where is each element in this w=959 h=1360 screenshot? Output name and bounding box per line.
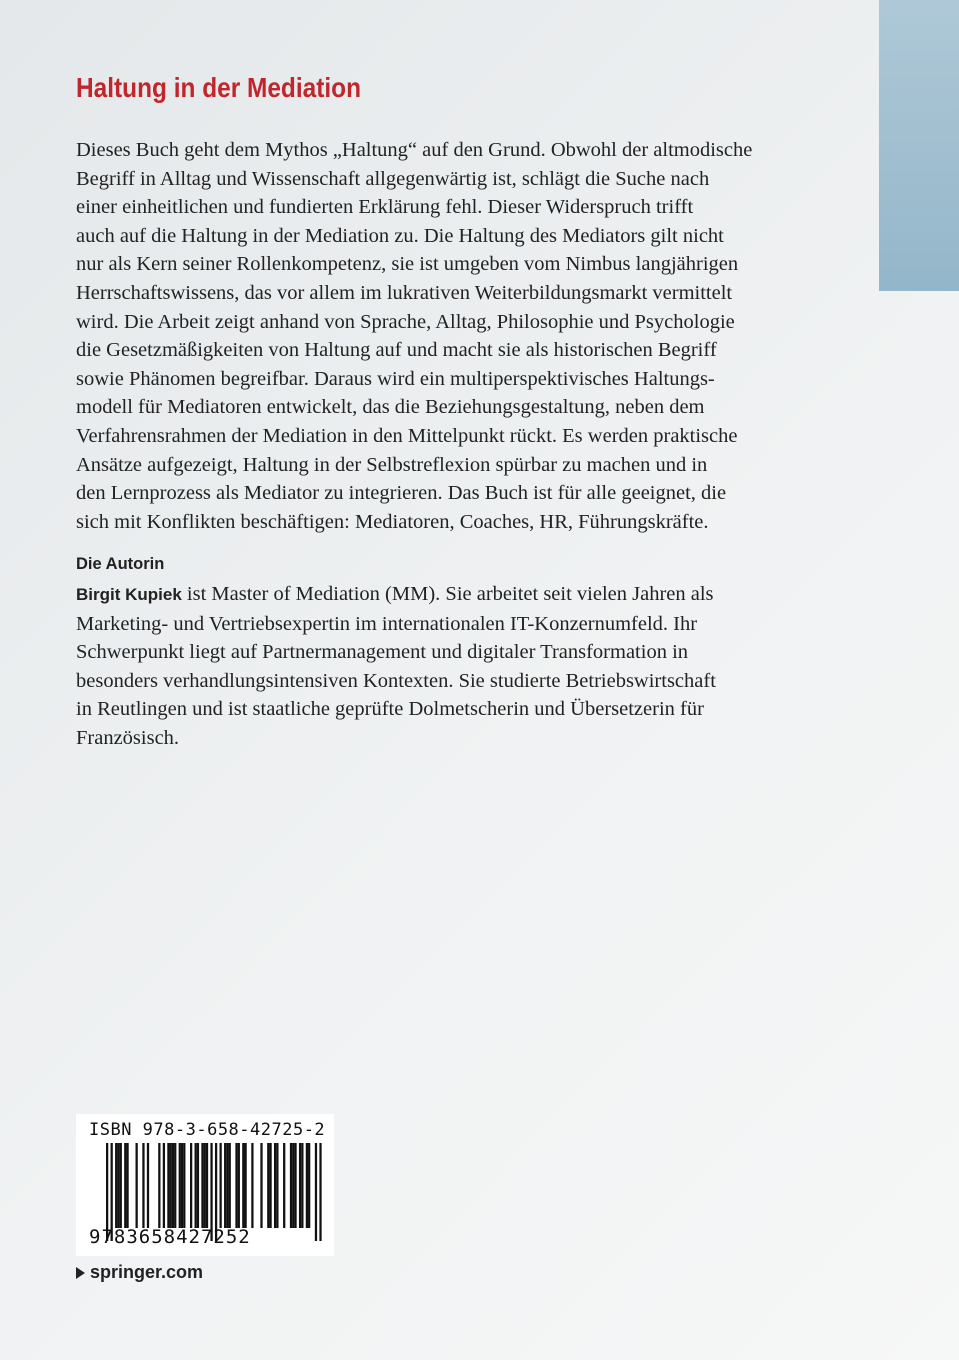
barcode-bar bbox=[226, 1143, 228, 1228]
barcode-bar bbox=[124, 1143, 126, 1228]
barcode-bar bbox=[229, 1143, 231, 1228]
description-line: Begriff in Alltag und Wissenschaft allgegenwärtig ist, schlägt die Suche nach bbox=[76, 167, 710, 190]
barcode-bar bbox=[183, 1143, 185, 1228]
author-bio-line: besonders verhandlungsintensiven Kontexten. Sie studierte Betriebswirtschaft bbox=[76, 669, 716, 692]
barcode-bar bbox=[179, 1143, 181, 1228]
barcode-bar bbox=[204, 1143, 206, 1228]
barcode-bar bbox=[235, 1143, 237, 1228]
barcode-bar bbox=[201, 1143, 203, 1228]
barcode-bar bbox=[251, 1143, 253, 1228]
description-line: die Gesetzmäßigkeiten von Haltung auf und macht sie als historischen Begriff bbox=[76, 339, 717, 362]
author-name: Birgit Kupiek bbox=[76, 585, 182, 604]
barcode-bar bbox=[220, 1143, 222, 1228]
description-line: sowie Phänomen begreifbar. Daraus wird ein multiperspektivisches Haltungs- bbox=[76, 367, 715, 390]
barcode-bar bbox=[147, 1143, 149, 1228]
barcode-bar bbox=[319, 1143, 321, 1241]
barcode-bar bbox=[290, 1143, 292, 1228]
description-line: Ansätze aufgezeigt, Haltung in der Selbstreflexion spürbar zu machen und in bbox=[76, 453, 708, 476]
description-line: Dieses Buch geht dem Mythos „Haltung“ auf den Grund. Obwohl der altmodische bbox=[76, 139, 753, 161]
barcode-bar bbox=[167, 1143, 169, 1228]
barcode-bar bbox=[126, 1143, 128, 1228]
barcode-bar bbox=[136, 1143, 138, 1228]
author-bio-line: Marketing- und Vertriebsexpertin im internationalen IT-Konzernumfeld. Ihr bbox=[76, 612, 698, 635]
barcode-bar bbox=[181, 1143, 183, 1228]
barcode-bar bbox=[224, 1143, 226, 1228]
publisher-label: springer.com bbox=[90, 1262, 204, 1282]
barcode-bar bbox=[244, 1143, 246, 1228]
barcode-bar bbox=[299, 1143, 301, 1228]
description-line: Verfahrensrahmen der Mediation in den Mittelpunkt rückt. Es werden praktische bbox=[76, 424, 738, 447]
barcode-bar bbox=[294, 1143, 296, 1228]
barcode-bar bbox=[269, 1143, 271, 1228]
isbn-barcode bbox=[76, 1114, 334, 1256]
barcode-bar bbox=[172, 1143, 174, 1228]
isbn-label: ISBN 978-3-658-42725-2 bbox=[89, 1120, 326, 1140]
barcode-bar bbox=[242, 1143, 244, 1228]
book-description bbox=[76, 136, 788, 536]
side-color-tab bbox=[879, 0, 959, 291]
description-line: Herrschaftswissens, das vor allem im lukrativen Weiterbildungsmarkt vermittelt bbox=[76, 281, 733, 304]
book-title: Haltung in der Mediation bbox=[76, 72, 361, 103]
description-line: wird. Die Arbeit zeigt anhand von Sprache, Alltag, Philosophie und Psychologie bbox=[76, 310, 735, 333]
barcode-bar bbox=[283, 1143, 285, 1228]
barcode-bar bbox=[120, 1143, 122, 1228]
barcode-bar bbox=[274, 1143, 276, 1228]
barcode-bar bbox=[238, 1143, 240, 1228]
barcode-bar bbox=[197, 1143, 199, 1228]
barcode-bar bbox=[206, 1143, 208, 1228]
barcode-bar bbox=[190, 1143, 192, 1228]
author-bio-line: in Reutlingen und ist staatliche geprüfte Dolmetscherin und Übersetzerin für bbox=[76, 698, 704, 721]
barcode-bar bbox=[163, 1143, 165, 1228]
barcode-bar bbox=[115, 1143, 117, 1228]
description-line: nur als Kern seiner Rollenkompetenz, sie ist umgeben vom Nimbus langjährigen bbox=[76, 253, 739, 276]
barcode-bar bbox=[142, 1143, 144, 1228]
barcode-digits: 9783658427252 bbox=[89, 1226, 251, 1248]
description-line: den Lernprozess als Mediator zu integrieren. Das Buch ist für alle geeignet, die bbox=[76, 482, 727, 505]
author-bio bbox=[76, 580, 788, 753]
barcode-bar bbox=[315, 1143, 317, 1241]
author-bio-line bbox=[76, 580, 788, 610]
description-line: einer einheitlichen und fundierten Erklärung fehl. Dieser Widerspruch trifft bbox=[76, 196, 694, 219]
barcode-bar bbox=[267, 1143, 269, 1228]
barcode-bar bbox=[301, 1143, 303, 1228]
barcode-bar bbox=[195, 1143, 197, 1228]
description-line: auch auf die Haltung in der Mediation zu. Die Haltung des Mediators gilt nicht bbox=[76, 224, 724, 247]
publisher-link[interactable] bbox=[76, 1262, 203, 1283]
barcode-bar bbox=[170, 1143, 172, 1228]
author-bio-line: Französisch. bbox=[76, 726, 180, 749]
author-bio-intro: ist Master of Mediation (MM). Sie arbeitet seit vielen Jahren als bbox=[181, 583, 714, 605]
barcode-bar bbox=[308, 1143, 310, 1228]
barcode-bar bbox=[174, 1143, 176, 1228]
author-heading: Die Autorin bbox=[76, 555, 165, 573]
description-line: modell für Mediatoren entwickelt, das die Beziehungsgestaltung, neben dem bbox=[76, 396, 705, 419]
author-bio-line: Schwerpunkt liegt auf Partnermanagement und digitaler Transformation in bbox=[76, 641, 689, 664]
barcode-bar bbox=[158, 1143, 160, 1228]
description-line: sich mit Konflikten beschäftigen: Mediatoren, Coaches, HR, Führungskräfte. bbox=[76, 510, 709, 533]
barcode-bar bbox=[260, 1143, 262, 1228]
barcode-bar bbox=[306, 1143, 308, 1228]
arrow-right-icon bbox=[76, 1267, 85, 1279]
barcode-bar bbox=[276, 1143, 278, 1228]
barcode-bar bbox=[117, 1143, 119, 1228]
barcode-bar bbox=[292, 1143, 294, 1228]
